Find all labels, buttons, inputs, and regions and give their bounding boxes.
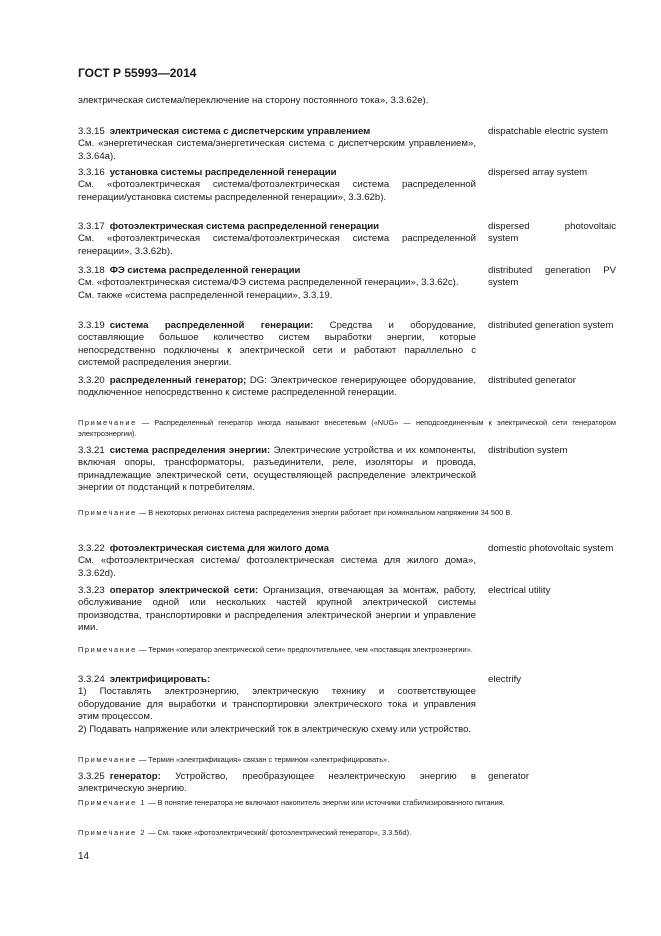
entry-number: 3.3.21 bbox=[78, 445, 105, 456]
term-title: распределенный генератор; bbox=[109, 375, 247, 386]
term-definition: См. «фотоэлектрическая система/фотоэлектрическая система распределенной генерации», 3.3.62b). bbox=[78, 233, 476, 257]
term-title: оператор электрической сети: bbox=[109, 585, 259, 596]
entry-number: 3.3.17 bbox=[78, 221, 105, 232]
term-title: электрическая система с диспетчерским управлением bbox=[109, 126, 371, 137]
entry-number: 3.3.25 bbox=[78, 771, 105, 782]
term-definition-1: 1) Поставлять электроэнергию, электрическую технику и соответствующее оборудование для выработки и транспортировки электрического тока и управления этим процессом. bbox=[78, 686, 476, 723]
term-english: distribution system bbox=[488, 445, 568, 456]
note-3-3-21 bbox=[78, 508, 616, 519]
term-english: electrical utility bbox=[488, 585, 551, 596]
term-english: domestic photovoltaic system bbox=[488, 543, 614, 554]
term-title: ФЭ система распределенной генерации bbox=[109, 265, 301, 276]
term-definition: См. «фотоэлектрическая система/ФЭ система распределенной генерации», 3.3.62c). bbox=[78, 277, 459, 289]
entry-number: 3.3.22 bbox=[78, 543, 105, 554]
document-header: ГОСТ Р 55993—2014 bbox=[78, 66, 197, 80]
term-title: фотоэлектрическая система для жилого дома bbox=[109, 543, 329, 554]
note-text: — Термин «электрификация» связан с термином «электрифицировать». bbox=[138, 755, 390, 764]
note-label: Примечание bbox=[78, 645, 137, 654]
term-definition: DG: Электрическое генерирующее оборудование, подключенное непосредственно к системе распределенной генерации. bbox=[78, 375, 476, 399]
note-3-3-23 bbox=[78, 645, 616, 656]
note-text: — См. также «фотоэлектрический/ фотоэлектрический генератор», 3.3.56d). bbox=[148, 828, 412, 837]
entry-number: 3.3.16 bbox=[78, 167, 105, 178]
entry-number: 3.3.23 bbox=[78, 585, 105, 596]
note-text: — В некоторых регионах система распределения энергии работает при номинальном напряжении 34 500 В. bbox=[138, 508, 513, 517]
term-title: электрифицировать: bbox=[109, 674, 211, 685]
term-definition: Средства и оборудование, составляющие большое количество систем выработки энергии, которые непосредственно подключены к электрической сети и работают параллельно с системой распределения энергии. bbox=[78, 320, 476, 369]
note-text: — Распределенный генератор иногда называют внесетевым («NUG» — неподсоединенным к электрической сети генератором электроэнергии). bbox=[78, 418, 616, 438]
term-definition-2: 2) Подавать напряжение или электрический ток в электрическую схему или устройство. bbox=[78, 723, 472, 735]
note-label: Примечание bbox=[78, 508, 137, 517]
note-3-3-25-2 bbox=[78, 828, 616, 839]
note-text: — В понятие генератора не включают накопитель энергии или источники стабилизированного питания. bbox=[148, 798, 505, 807]
term-definition: См. «энергетическая система/энергетическая система с диспетчерским управлением», 3.3.64a). bbox=[78, 138, 476, 162]
term-title: система распределенной генерации: bbox=[109, 320, 314, 331]
note-text: — Термин «оператор электрической сети» предпочтительнее, чем «поставщик электроэнергии». bbox=[138, 645, 473, 654]
term-see-also: См. также «система распределенной генерации», 3.3.19. bbox=[78, 289, 333, 301]
note-3-3-20 bbox=[78, 418, 616, 440]
term-definition: См. «фотоэлектрическая система/ фотоэлектрическая система для жилого дома», 3.3.62d). bbox=[78, 555, 476, 579]
term-english: dispatchable electric system bbox=[488, 126, 608, 137]
term-title: генератор: bbox=[109, 771, 161, 782]
term-definition: Электрические устройства и их компоненты, включая опоры, трансформаторы, разъединители, реле, изоляторы и провода, принадлежащие электрической сети, осуществляющей распределение электрической энергии от подстанций к потребителям. bbox=[78, 445, 477, 494]
entry-number: 3.3.24 bbox=[78, 674, 105, 685]
term-english: distributed generation PV system bbox=[488, 265, 616, 289]
entry-number: 3.3.20 bbox=[78, 375, 105, 386]
term-english: dispersed photovoltaic system bbox=[488, 221, 616, 245]
term-definition: Устройство, преобразующее неэлектрическую энергию в электрическую энергию. bbox=[78, 771, 476, 795]
term-definition: Организация, отвечающая за монтаж, работу, обслуживание одной или нескольких частей крупной электрической системы производства, транспортировки и распределения электрической энергии и управление ими. bbox=[78, 585, 476, 634]
note-label: Примечание 2 bbox=[78, 828, 147, 837]
term-title: установка системы распределенной генерации bbox=[109, 167, 337, 178]
term-title: система распределения энергии: bbox=[109, 445, 271, 456]
term-title: фотоэлектрическая система распределенной генерации bbox=[109, 221, 380, 232]
term-english: distributed generation system bbox=[488, 320, 614, 331]
note-label: Примечание 1 bbox=[78, 798, 147, 807]
note-label: Примечание bbox=[78, 755, 137, 764]
term-english: dispersed array system bbox=[488, 167, 588, 178]
note-3-3-25-1 bbox=[78, 798, 616, 809]
term-english: electrify bbox=[488, 674, 522, 685]
term-english: generator bbox=[488, 771, 530, 782]
page-number: 14 bbox=[78, 851, 90, 862]
entry-number: 3.3.15 bbox=[78, 126, 105, 137]
entry-number: 3.3.19 bbox=[78, 320, 105, 331]
term-definition: См. «фотоэлектрическая система/фотоэлектрическая система распределенной генерации/установка системы распределенной генерации», 3.3.62b). bbox=[78, 179, 476, 203]
entry-number: 3.3.18 bbox=[78, 265, 105, 276]
note-label: Примечание bbox=[78, 418, 137, 427]
note-3-3-24 bbox=[78, 755, 616, 766]
term-english: distributed generator bbox=[488, 375, 576, 386]
